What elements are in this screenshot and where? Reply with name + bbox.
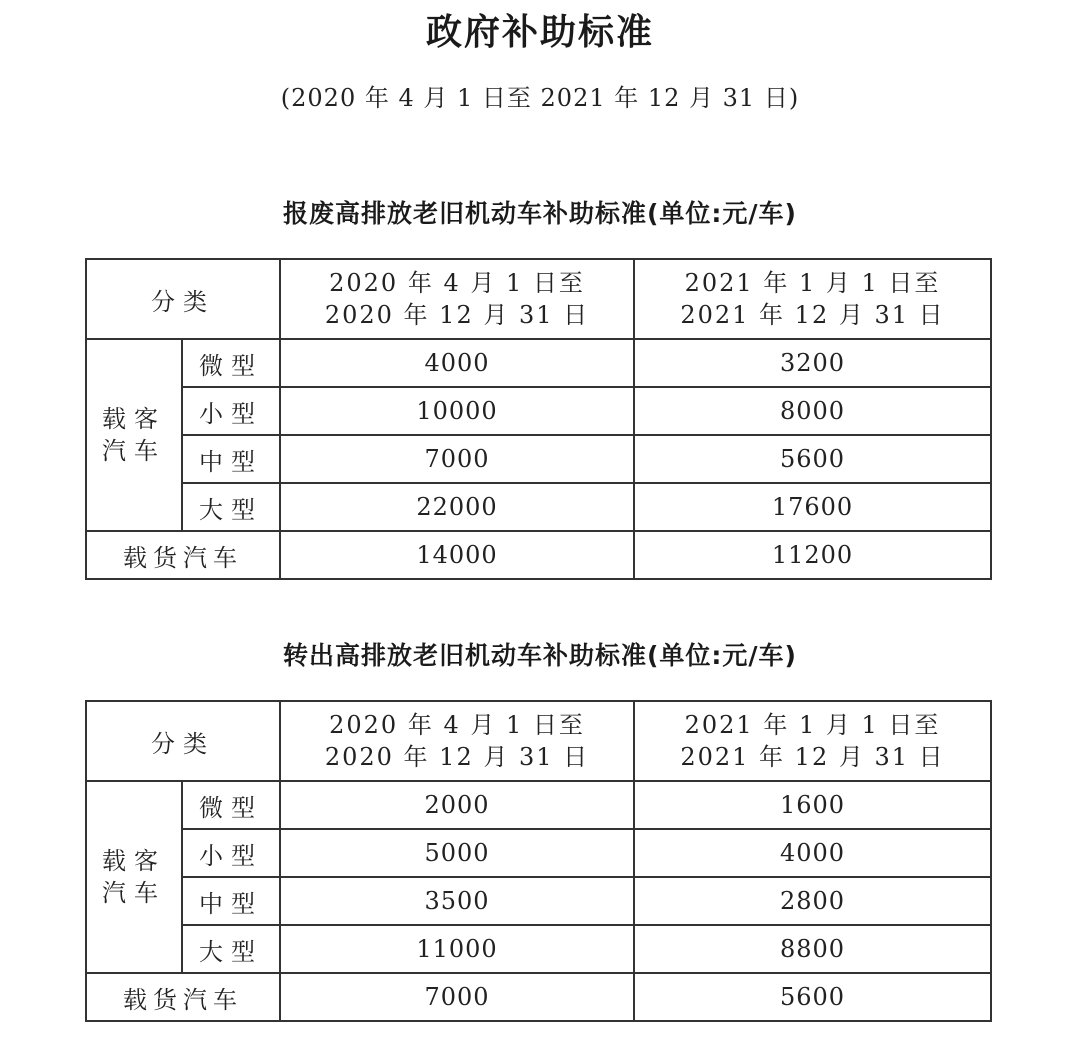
period-2021-header: 2021 年 1 月 1 日至 2021 年 12 月 31 日: [634, 701, 991, 781]
vehicle-type: 小型: [182, 387, 280, 435]
vehicle-type: 中型: [182, 877, 280, 925]
scrap-subsidy-table-title: 报废高排放老旧机动车补助标准(单位:元/车): [283, 199, 797, 228]
table-row: [86, 925, 991, 973]
period-2020-header: 2020 年 4 月 1 日至 2020 年 12 月 31 日: [280, 701, 634, 781]
vehicle-type: 大型: [182, 925, 280, 973]
subsidy-2020: 11000: [280, 925, 634, 973]
vehicle-type: 微型: [182, 781, 280, 829]
subsidy-2020: 14000: [280, 531, 634, 579]
transfer-subsidy-table: [85, 700, 992, 1022]
vehicle-type: 小型: [182, 829, 280, 877]
passenger-car-group: 载客 汽车: [86, 339, 182, 531]
table-row: [86, 339, 991, 387]
subsidy-2020: 4000: [280, 339, 634, 387]
vehicle-type: 中型: [182, 435, 280, 483]
subsidy-2021: 3200: [634, 339, 991, 387]
table-row: [86, 877, 991, 925]
subsidy-2021: 8800: [634, 925, 991, 973]
table-header-row: [86, 259, 991, 339]
transfer-subsidy-table-title: 转出高排放老旧机动车补助标准(单位:元/车): [283, 641, 797, 670]
period-2021-header: 2021 年 1 月 1 日至 2021 年 12 月 31 日: [634, 259, 991, 339]
vehicle-type: 微型: [182, 339, 280, 387]
subsidy-2021: 17600: [634, 483, 991, 531]
table-row: [86, 531, 991, 579]
truck-label: 载货汽车: [86, 973, 280, 1021]
category-header: 分类: [86, 701, 280, 781]
subsidy-2021: 1600: [634, 781, 991, 829]
subsidy-2020: 5000: [280, 829, 634, 877]
table-row: [86, 435, 991, 483]
subsidy-2020: 3500: [280, 877, 634, 925]
subsidy-2021: 5600: [634, 435, 991, 483]
page-title: 政府补助标准: [425, 12, 654, 53]
subsidy-2020: 2000: [280, 781, 634, 829]
vehicle-type: 大型: [182, 483, 280, 531]
category-header: 分类: [86, 259, 280, 339]
period-2020-header: 2020 年 4 月 1 日至 2020 年 12 月 31 日: [280, 259, 634, 339]
subsidy-2021: 11200: [634, 531, 991, 579]
subsidy-2020: 7000: [280, 435, 634, 483]
validity-period: (2020 年 4 月 1 日至 2021 年 12 月 31 日): [280, 84, 800, 112]
table-header-row: [86, 701, 991, 781]
truck-label: 载货汽车: [86, 531, 280, 579]
scrap-subsidy-table: [85, 258, 992, 580]
subsidy-2020: 22000: [280, 483, 634, 531]
table-row: [86, 973, 991, 1021]
table-row: [86, 781, 991, 829]
subsidy-2021: 2800: [634, 877, 991, 925]
table-row: [86, 387, 991, 435]
table-row: [86, 483, 991, 531]
subsidy-2021: 4000: [634, 829, 991, 877]
table-row: [86, 829, 991, 877]
subsidy-2020: 7000: [280, 973, 634, 1021]
subsidy-2021: 8000: [634, 387, 991, 435]
subsidy-2021: 5600: [634, 973, 991, 1021]
passenger-car-group: 载客 汽车: [86, 781, 182, 973]
subsidy-2020: 10000: [280, 387, 634, 435]
